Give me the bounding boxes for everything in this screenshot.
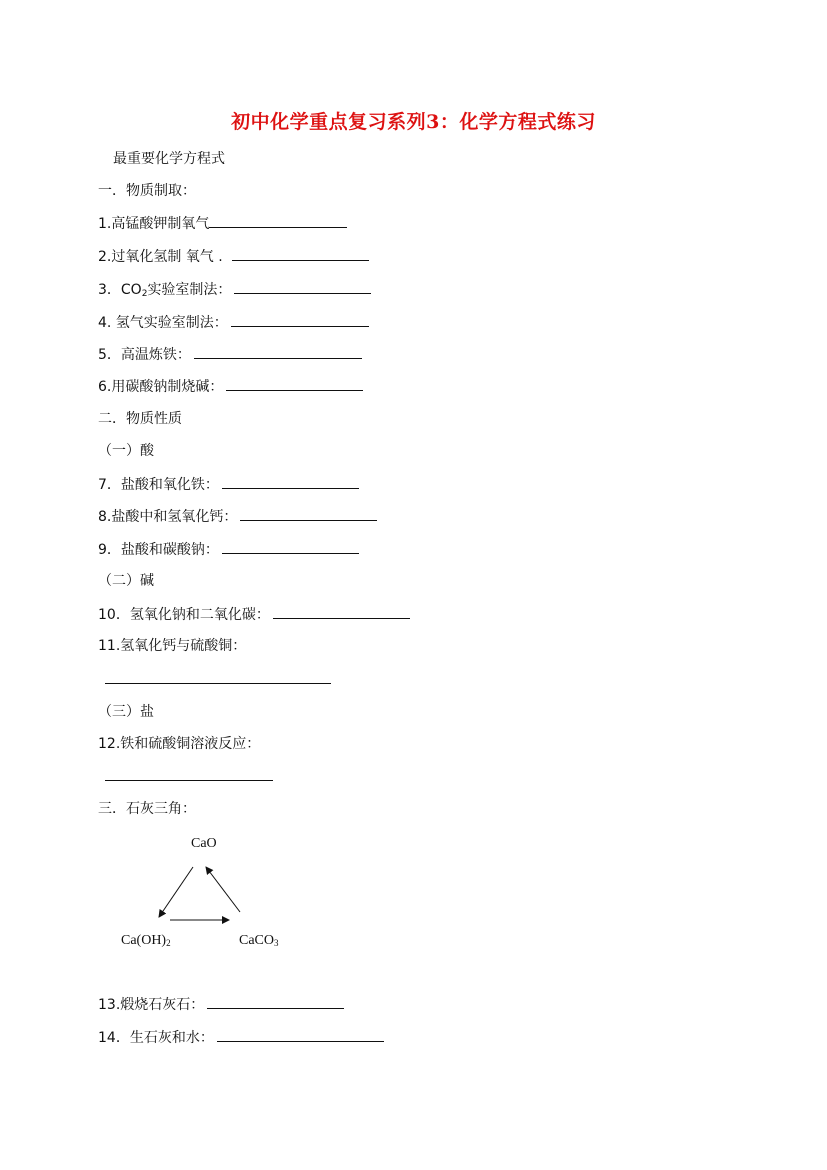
subtitle: 最重要化学方程式 <box>113 151 225 167</box>
document-title: 初中化学重点复习系列3：化学方程式练习 <box>231 111 596 133</box>
subsection-salt: （三）盐 <box>98 704 154 720</box>
section-heading-2: 二．物质性质 <box>98 411 182 427</box>
question-13-text: 13.煅烧石灰石： <box>98 997 205 1013</box>
arrow-caco3-to-cao <box>206 867 240 912</box>
question-7-text: 7．盐酸和氧化铁： <box>98 477 219 493</box>
question-11: 11.氢氧化钙与硫酸铜： <box>98 638 247 654</box>
caoh2-subscript: 2 <box>166 938 171 948</box>
question-3-subscript: 2 <box>141 289 148 299</box>
question-10-text: 10．氢氧化钠和二氧化碳： <box>98 607 270 623</box>
question-9-text: 9．盐酸和碳酸钠： <box>98 542 219 558</box>
question-14-text: 14．生石灰和水： <box>98 1030 214 1046</box>
caco3-subscript: 3 <box>274 938 279 948</box>
question-6-text: 6.用碳酸钠制烧碱： <box>98 379 224 395</box>
question-5-text: 5．高温炼铁： <box>98 347 191 363</box>
section-heading-1: 一．物质制取： <box>98 183 196 199</box>
question-4-text: 4. 氢气实验室制法： <box>98 315 228 331</box>
subsection-base: （二）碱 <box>98 573 154 589</box>
question-3-suffix: 实验室制法： <box>147 282 232 298</box>
caoh2-text: Ca(OH) <box>121 933 167 948</box>
answer-blank-13[interactable] <box>207 995 344 1009</box>
question-14 <box>98 1028 384 1047</box>
question-12: 12.铁和硫酸铜溶液反应： <box>98 736 261 752</box>
diagram-label-cao: CaO <box>191 836 217 851</box>
subsection-acid: （一）酸 <box>98 443 154 459</box>
caco3-text: CaCO <box>239 933 274 948</box>
question-1-text: 1.高锰酸钾制氧气 <box>98 216 210 232</box>
answer-blank-14[interactable] <box>217 1028 384 1042</box>
question-8-text: 8.盐酸中和氢氧化钙： <box>98 509 238 525</box>
question-2-text: 2.过氧化氢制 氧气 . <box>98 249 223 265</box>
section-heading-3: 三．石灰三角： <box>98 801 196 817</box>
question-3-prefix: 3．CO <box>98 282 142 298</box>
question-13 <box>98 995 344 1014</box>
arrow-cao-to-caoh2 <box>159 867 193 917</box>
